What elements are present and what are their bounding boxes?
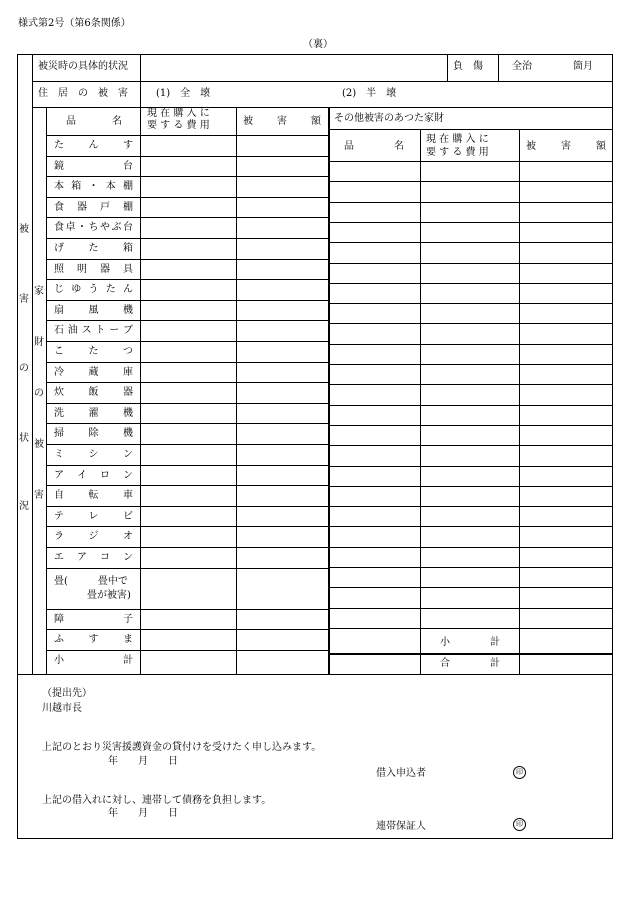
other-item-cell[interactable]: [331, 568, 419, 586]
other-cost-cell[interactable]: [421, 264, 518, 282]
situation-field[interactable]: [141, 56, 446, 79]
months-label: 箇月: [573, 61, 593, 72]
left-item-15: ミ シ ン: [54, 449, 133, 460]
other-item-cell[interactable]: [331, 162, 419, 180]
other-cost-cell[interactable]: [421, 446, 518, 464]
other-damage-cell[interactable]: [520, 588, 612, 606]
cost-cell[interactable]: [141, 198, 235, 217]
cost-cell[interactable]: [141, 383, 235, 402]
cost-cell[interactable]: [141, 342, 235, 361]
other-cost-cell[interactable]: [421, 609, 518, 627]
damage-cell[interactable]: [237, 321, 327, 340]
right-header-damage: 被 害 額: [526, 141, 606, 152]
applicant-seal-icon: 印: [513, 766, 526, 779]
option-half-destruction[interactable]: (2) 半 壊: [342, 88, 397, 99]
guarantor-name-field[interactable]: [430, 816, 508, 834]
other-damage-cell[interactable]: [520, 203, 612, 221]
other-item-cell[interactable]: [331, 446, 419, 464]
guarantee-date[interactable]: 年 月 日: [108, 808, 178, 819]
other-damage-cell[interactable]: [520, 264, 612, 282]
grid-line: [46, 609, 328, 610]
applicant-label: 借入申込者: [376, 768, 426, 779]
table-divider: [328, 107, 330, 674]
cost-cell[interactable]: [141, 260, 235, 279]
cost-cell[interactable]: [141, 527, 235, 546]
left-item-17: 自 転 車: [54, 490, 133, 502]
left-item-12: 炊 飯 器: [54, 387, 133, 399]
option-total-destruction[interactable]: (1) 全 壊: [156, 88, 211, 99]
form-number: 様式第2号（第6条関係）: [18, 18, 131, 29]
grid-line: [330, 628, 613, 629]
other-item-cell[interactable]: [331, 304, 419, 322]
other-damage-cell[interactable]: [520, 487, 612, 505]
other-damage-cell[interactable]: [520, 162, 612, 180]
other-cost-cell[interactable]: [421, 203, 518, 221]
other-damage-cell[interactable]: [520, 345, 612, 363]
right-total: 合 計: [440, 658, 500, 669]
damage-status-char: 状: [19, 433, 29, 444]
other-item-cell[interactable]: [331, 588, 419, 606]
damage-cell[interactable]: [237, 260, 327, 279]
damage-cell[interactable]: [237, 301, 327, 320]
other-damage-cell[interactable]: [520, 304, 612, 322]
left-header-cost: 現 在 購 入 に: [147, 108, 210, 119]
damage-cell[interactable]: [237, 342, 327, 361]
other-damage-cell[interactable]: [520, 365, 612, 383]
left-item-11: 冷 蔵 庫: [54, 366, 133, 378]
cost-cell[interactable]: [141, 445, 235, 464]
other-damage-cell[interactable]: [520, 223, 612, 241]
other-cost-cell[interactable]: [421, 223, 518, 241]
other-cost-cell[interactable]: [421, 284, 518, 302]
damage-cell[interactable]: [237, 466, 327, 485]
damage-status-char: 被: [19, 224, 29, 235]
left-item-14: 掃 除 機: [54, 428, 133, 440]
other-cost-cell[interactable]: [421, 182, 518, 200]
right-header-cost: 要 す る 費 用: [426, 147, 489, 158]
other-item-cell[interactable]: [331, 345, 419, 363]
right-table-title: その他被害のあつた家財: [334, 113, 444, 124]
cost-cell[interactable]: [141, 280, 235, 299]
situation-label: 被災時の具体的状況: [38, 61, 128, 72]
other-cost-cell[interactable]: [421, 487, 518, 505]
grid-line: [330, 129, 613, 130]
left-item-1: 鏡 台: [54, 160, 133, 172]
cost-cell[interactable]: [141, 424, 235, 443]
damage-cell[interactable]: [237, 445, 327, 464]
other-cost-cell[interactable]: [421, 162, 518, 180]
other-cost-cell[interactable]: [421, 365, 518, 383]
left-item-16: ア イ ロ ン: [54, 469, 133, 481]
other-damage-cell[interactable]: [520, 284, 612, 302]
cost-cell[interactable]: [141, 177, 235, 196]
left-item-9: 石 油 ス ト ー ブ: [54, 325, 133, 337]
other-cost-cell[interactable]: [421, 385, 518, 403]
other-damage-cell[interactable]: [520, 243, 612, 261]
left-item-4: 食 卓 ・ ち や ぶ 台: [54, 222, 133, 234]
cost-cell[interactable]: [141, 363, 235, 382]
damage-cell[interactable]: [237, 486, 327, 505]
right-header-cost: 現 在 購 入 に: [426, 134, 489, 145]
damage-cell[interactable]: [237, 136, 327, 155]
guarantor-seal-icon: 印: [513, 818, 526, 831]
addressee: 川越市長: [42, 703, 82, 714]
other-damage-cell[interactable]: [520, 426, 612, 444]
left-item-7: じ ゆ う た ん: [54, 284, 133, 296]
left-subtotal: 小 計: [54, 655, 133, 666]
other-damage-cell[interactable]: [520, 467, 612, 485]
other-damage-cell[interactable]: [520, 548, 612, 566]
damage-status-char: の: [19, 363, 29, 374]
left-header-damage: 被 害 額: [243, 116, 321, 127]
damage-status-char: 況: [19, 501, 29, 512]
other-damage-cell[interactable]: [520, 507, 612, 525]
damage-cell[interactable]: [237, 527, 327, 546]
left-item-3: 食 器 戸 棚: [54, 201, 133, 213]
other-item-cell[interactable]: [331, 507, 419, 525]
left-tail-item-0: 障 子: [54, 613, 133, 625]
cost-cell[interactable]: [141, 548, 235, 567]
other-item-cell[interactable]: [331, 365, 419, 383]
damage-cell[interactable]: [237, 177, 327, 196]
other-damage-cell[interactable]: [520, 568, 612, 586]
cost-cell[interactable]: [141, 321, 235, 340]
damage-cell[interactable]: [237, 218, 327, 237]
other-cost-cell[interactable]: [421, 548, 518, 566]
damage-status-char: 害: [19, 294, 29, 305]
housing-damage-label: 住 居 の 被 害: [38, 88, 128, 99]
damage-cell[interactable]: [237, 424, 327, 443]
other-damage-cell[interactable]: [520, 609, 612, 627]
left-item-13: 洗 濯 機: [54, 407, 133, 419]
other-item-cell[interactable]: [331, 487, 419, 505]
other-item-cell[interactable]: [331, 223, 419, 241]
other-cost-cell[interactable]: [421, 406, 518, 424]
left-header-cost: 要 す る 費 用: [147, 120, 210, 131]
left-item-10: こ た つ: [54, 346, 133, 357]
other-damage-cell[interactable]: [520, 406, 612, 424]
application-date[interactable]: 年 月 日: [108, 756, 178, 767]
right-header-item: 品 名: [344, 141, 404, 152]
left-item-5: げ た 箱: [54, 243, 133, 254]
left-header-item: 品 名: [66, 116, 122, 127]
submit-to-label: （提出先）: [42, 688, 92, 699]
other-cost-cell[interactable]: [421, 507, 518, 525]
guarantor-label: 連帯保証人: [376, 821, 426, 832]
cost-cell[interactable]: [141, 466, 235, 485]
other-item-cell[interactable]: [331, 406, 419, 424]
applicant-name-field[interactable]: [430, 764, 508, 782]
cost-cell[interactable]: [141, 486, 235, 505]
cost-cell[interactable]: [141, 507, 235, 526]
injury-label: 負 傷: [453, 61, 483, 72]
damage-cell[interactable]: [237, 404, 327, 423]
tatami-line2: 畳が被害): [87, 589, 131, 601]
guarantee-statement: 上記の借入れに対し、連帯して債務を負担します。: [42, 795, 272, 806]
other-item-cell[interactable]: [331, 385, 419, 403]
other-item-cell[interactable]: [331, 548, 419, 566]
left-item-0: た ん す: [54, 140, 133, 151]
application-statement: 上記のとおり災害援護資金の貸付けを受けたく申し込みます。: [42, 742, 322, 753]
damage-cell[interactable]: [237, 157, 327, 176]
other-cost-cell[interactable]: [421, 345, 518, 363]
other-item-cell[interactable]: [331, 203, 419, 221]
right-subtotal: 小 計: [440, 637, 500, 648]
other-item-cell[interactable]: [331, 324, 419, 342]
cost-cell[interactable]: [141, 136, 235, 155]
other-cost-cell[interactable]: [421, 426, 518, 444]
other-item-cell[interactable]: [331, 609, 419, 627]
household-damage-char: 被: [34, 439, 44, 450]
other-damage-cell[interactable]: [520, 446, 612, 464]
other-item-cell[interactable]: [331, 182, 419, 200]
damage-cell[interactable]: [237, 363, 327, 382]
grid-line: [46, 629, 328, 630]
household-damage-char: の: [34, 388, 44, 399]
left-item-2: 本 箱 ・ 本 棚: [54, 181, 133, 193]
damage-cell[interactable]: [237, 548, 327, 567]
left-item-6: 照 明 器 具: [54, 263, 133, 275]
household-damage-char: 家: [34, 286, 44, 297]
damage-cell[interactable]: [237, 507, 327, 526]
household-damage-char: 害: [34, 490, 44, 501]
left-item-8: 扇 風 機: [54, 304, 133, 316]
other-cost-cell[interactable]: [421, 467, 518, 485]
grid-line: [46, 650, 328, 651]
cost-cell[interactable]: [141, 239, 235, 258]
cost-cell[interactable]: [141, 157, 235, 176]
damage-cell[interactable]: [237, 239, 327, 258]
cost-cell[interactable]: [141, 301, 235, 320]
other-cost-cell[interactable]: [421, 324, 518, 342]
damage-cell[interactable]: [237, 198, 327, 217]
full-cure-label: 全治: [512, 61, 532, 72]
tatami-line1: 畳( 畳中で: [54, 575, 128, 587]
side-label: （裏）: [303, 39, 333, 50]
left-item-20: エ ア コ ン: [54, 552, 133, 563]
other-item-cell[interactable]: [331, 243, 419, 261]
other-damage-cell[interactable]: [520, 527, 612, 545]
other-cost-cell[interactable]: [421, 568, 518, 586]
left-item-18: テ レ ビ: [54, 510, 133, 522]
other-item-cell[interactable]: [331, 284, 419, 302]
total-divider: [328, 653, 613, 655]
other-damage-cell[interactable]: [520, 385, 612, 403]
other-damage-cell[interactable]: [520, 182, 612, 200]
damage-cell[interactable]: [237, 280, 327, 299]
other-cost-cell[interactable]: [421, 243, 518, 261]
other-item-cell[interactable]: [331, 467, 419, 485]
other-item-cell[interactable]: [331, 527, 419, 545]
cure-months-field[interactable]: [538, 58, 570, 76]
left-item-19: ラ ジ オ: [54, 531, 133, 543]
other-cost-cell[interactable]: [421, 527, 518, 545]
other-item-cell[interactable]: [331, 426, 419, 444]
household-damage-char: 財: [34, 337, 44, 348]
other-cost-cell[interactable]: [421, 588, 518, 606]
other-cost-cell[interactable]: [421, 304, 518, 322]
cost-cell[interactable]: [141, 404, 235, 423]
damage-cell[interactable]: [237, 383, 327, 402]
grid-line: [46, 568, 328, 569]
cost-cell[interactable]: [141, 218, 235, 237]
other-damage-cell[interactable]: [520, 324, 612, 342]
left-tail-item-1: ふ す ま: [54, 634, 133, 646]
other-item-cell[interactable]: [331, 264, 419, 282]
